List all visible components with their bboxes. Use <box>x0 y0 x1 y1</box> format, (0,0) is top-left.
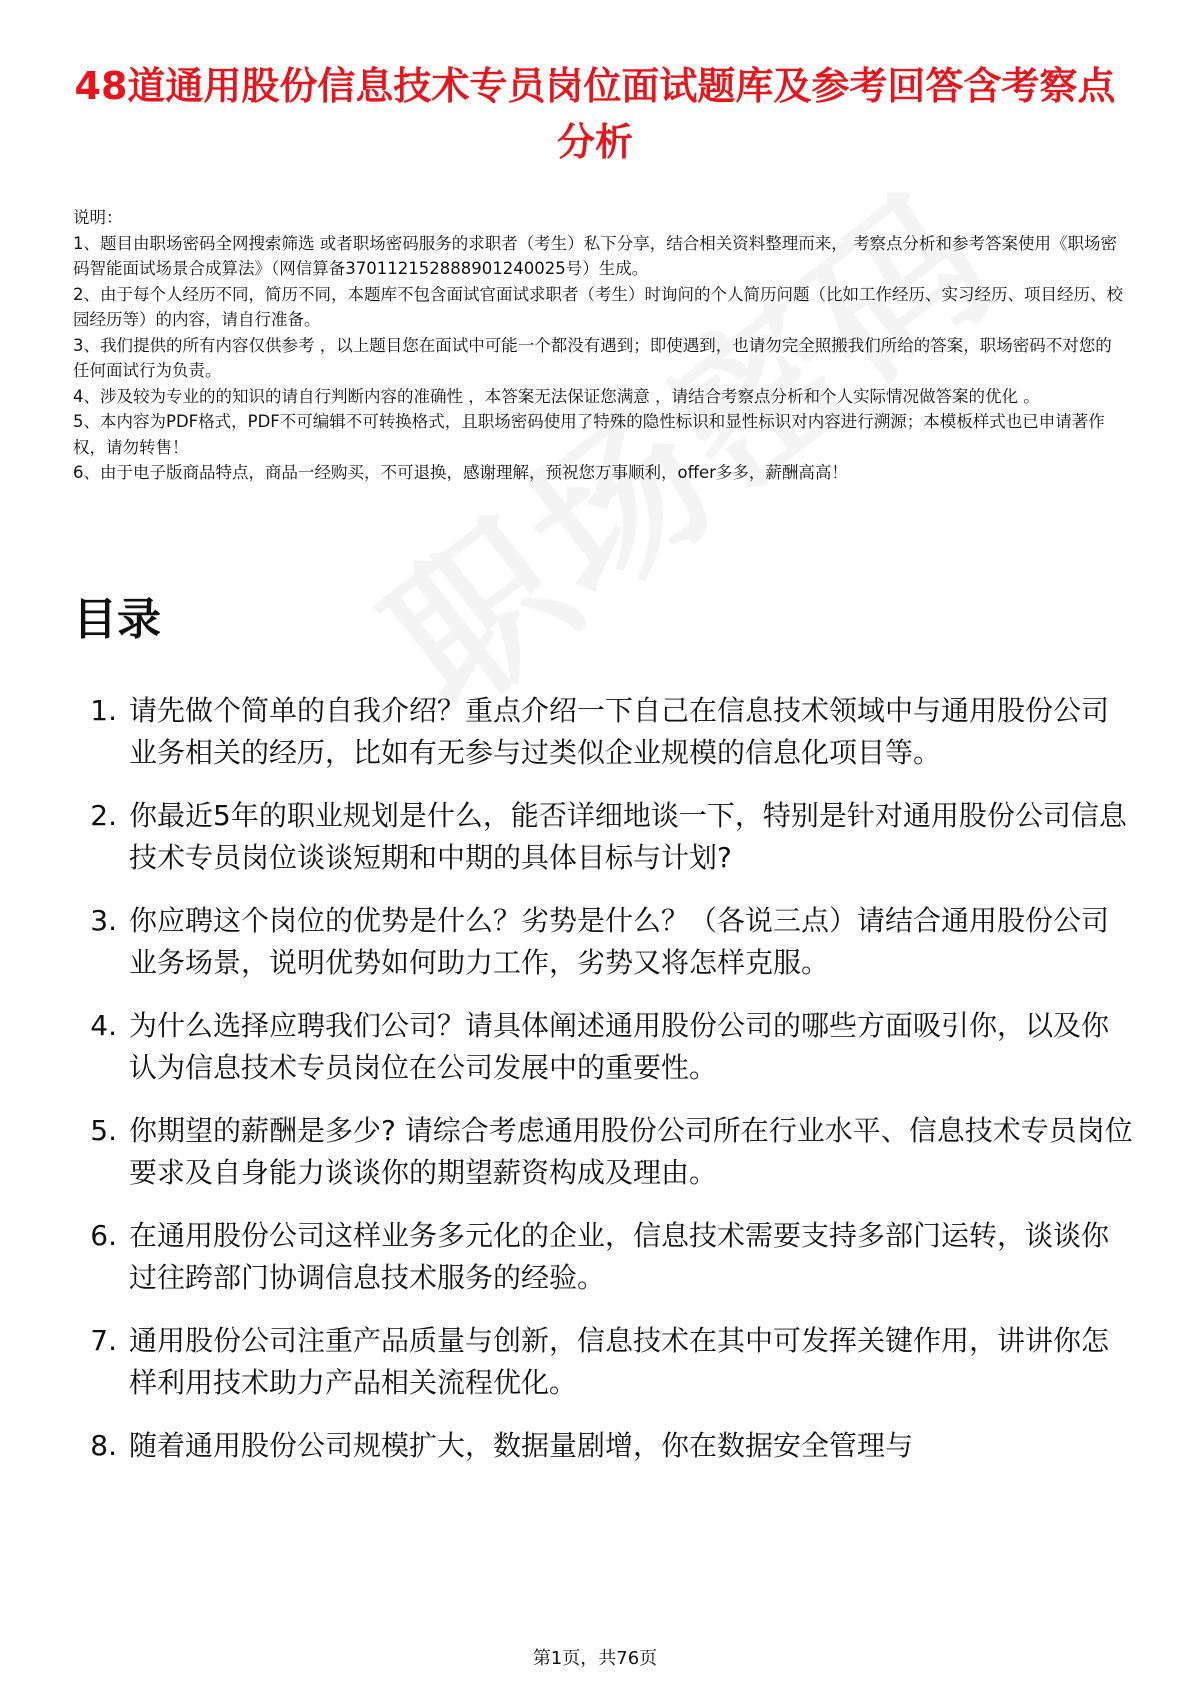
toc-item[interactable] <box>73 1425 1133 1467</box>
note-item: 2、由于每个人经历不同，简历不同，本题库不包含面试官面试求职者（考生）时询问的个人简历问题（比如工作经历、实习经历、项目经历、校园经历等）的内容，请自行准备。 <box>73 284 1123 329</box>
toc-item-number: 3. <box>90 904 117 937</box>
toc-heading: 目录 <box>73 594 161 645</box>
toc-item-text: 随着通用股份公司规模扩大，数据量剧增，你在数据安全管理与 <box>129 1429 914 1462</box>
toc-item[interactable] <box>73 795 1133 879</box>
toc-item-number: 7. <box>90 1324 117 1357</box>
toc-item-number: 2. <box>90 799 117 832</box>
toc-item-text: 你最近5年的职业规划是什么，能否详细地谈一下，特别是针对通用股份公司信息技术专员岗位谈谈短期和中期的具体目标与计划? <box>129 799 1127 874</box>
toc-item-text: 你期望的薪酬是多少? 请综合考虑通用股份公司所在行业水平、信息技术专员岗位要求及自身能力谈谈你的期望薪资构成及理由。 <box>129 1114 1133 1189</box>
toc-item-text: 你应聘这个岗位的优势是什么？劣势是什么？（各说三点）请结合通用股份公司业务场景，说明优势如何助力工作，劣势又将怎样克服。 <box>129 904 1110 979</box>
notes-section <box>73 205 1123 486</box>
toc-item-text: 通用股份公司注重产品质量与创新，信息技术在其中可发挥关键作用，讲讲你怎样利用技术助力产品相关流程优化。 <box>129 1324 1110 1399</box>
toc-item-text: 在通用股份公司这样业务多元化的企业，信息技术需要支持多部门运转，谈谈你过往跨部门协调信息技术服务的经验。 <box>129 1219 1110 1294</box>
toc-item[interactable] <box>73 1215 1133 1299</box>
note-item: 4、涉及较为专业的的知识的请自行判断内容的准确性 ，本答案无法保证您满意 ，请结合考察点分析和个人实际情况做答案的优化 。 <box>73 386 1040 406</box>
page-number-footer: 第1页，共76页 <box>532 1648 658 1669</box>
note-item: 6、由于电子版商品特点，商品一经购买，不可退换，感谢理解，预祝您万事顺利，offer多多，薪酬高高！ <box>73 463 848 482</box>
toc-list <box>73 690 1133 1488</box>
toc-item-number: 1. <box>90 694 117 727</box>
document-title: 48道通用股份信息技术专员岗位面试题库及参考回答含考察点分析 <box>74 64 1116 164</box>
toc-item[interactable] <box>73 900 1133 984</box>
toc-item-text: 请先做个简单的自我介绍？重点介绍一下自己在信息技术领域中与通用股份公司业务相关的经历，比如有无参与过类似企业规模的信息化项目等。 <box>129 694 1110 769</box>
toc-item-text: 为什么选择应聘我们公司？请具体阐述通用股份公司的哪些方面吸引你，以及你认为信息技术专员岗位在公司发展中的重要性。 <box>129 1009 1110 1084</box>
toc-item[interactable] <box>73 1320 1133 1404</box>
toc-item[interactable] <box>73 690 1133 774</box>
note-item: 5、本内容为PDF格式，PDF不可编辑不可转换格式，且职场密码使用了特殊的隐性标识和显性标识对内容进行溯源；本模板样式也已申请著作权，请勿转售！ <box>73 412 1105 457</box>
note-item: 1、题目由职场密码全网搜索筛选 或者职场密码服务的求职者（考生）私下分享，结合相关资料整理而来， 考察点分析和参考答案使用《职场密码智能面试场景合成算法》（网信算备370112152888901240025号）生成。 <box>73 233 1117 278</box>
notes-heading: 说明： <box>73 208 123 227</box>
toc-item-number: 5. <box>90 1114 117 1147</box>
toc-item-number: 8. <box>90 1429 117 1462</box>
toc-item-number: 6. <box>90 1219 117 1252</box>
toc-item[interactable] <box>73 1005 1133 1089</box>
note-item: 3、我们提供的所有内容仅供参考 ，以上题目您在面试中可能一个都没有遇到；即使遇到，也请勿完全照搬我们所给的答案，职场密码不对您的任何面试行为负责。 <box>73 335 1112 380</box>
toc-item[interactable] <box>73 1110 1133 1194</box>
toc-item-number: 4. <box>90 1009 117 1042</box>
